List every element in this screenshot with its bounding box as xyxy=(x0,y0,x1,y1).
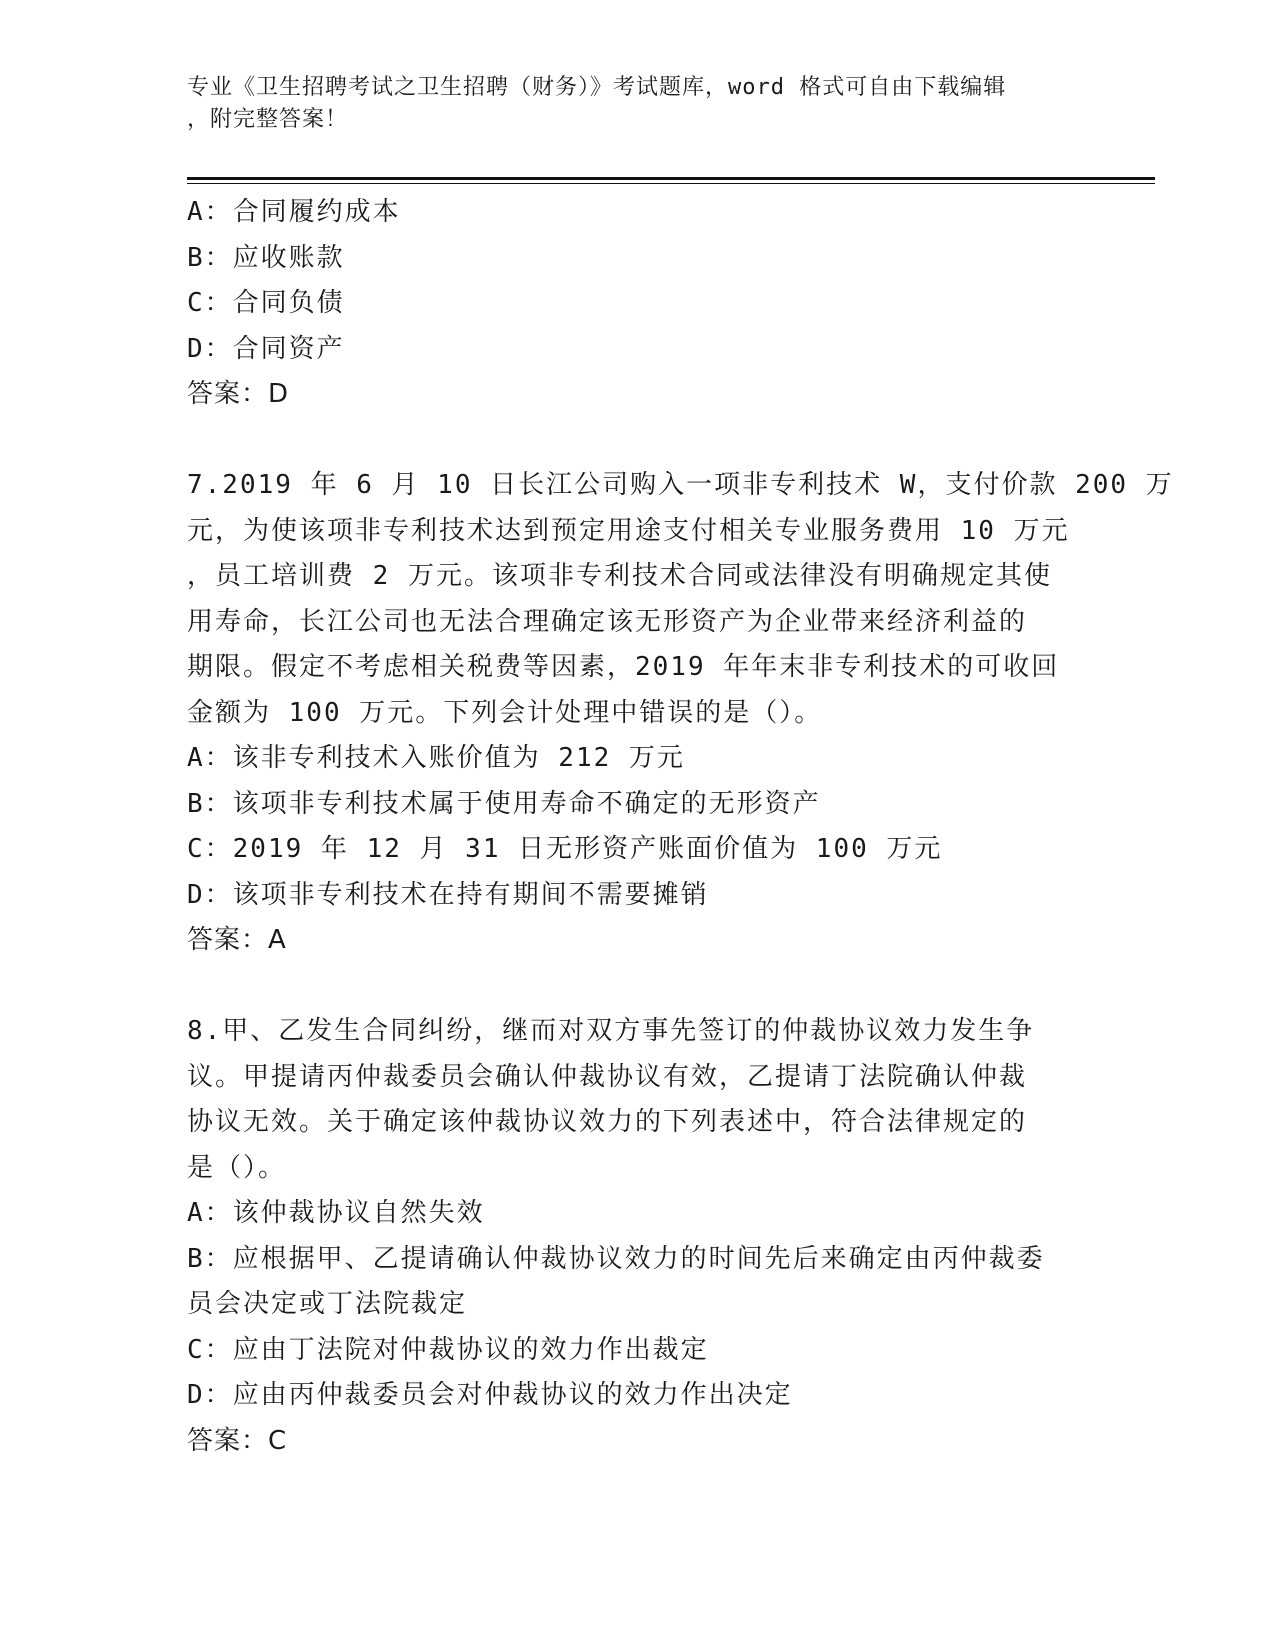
answer: 答案：D xyxy=(187,379,290,409)
question-stem-line: 是（）。 xyxy=(187,1152,287,1183)
document-header xyxy=(187,72,1087,136)
option-c: C：合同负债 xyxy=(187,288,345,318)
question-6 xyxy=(187,190,1077,418)
question-7 xyxy=(187,463,1174,964)
option-b: B：应根据甲、乙提请确认仲裁协议效力的时间先后来确定由丙仲裁委 xyxy=(187,1243,1045,1274)
question-stem-line: 期限。假定不考虑相关税费等因素，2019 年年末非专利技术的可收回 xyxy=(187,652,1060,682)
option-c: C：应由丁法院对仲裁协议的效力作出裁定 xyxy=(187,1334,709,1365)
question-stem-line: 7.2019 年 6 月 10 日长江公司购入一项非专利技术 W，支付价款 200 万 xyxy=(187,470,1174,500)
question-stem-line: 元，为使该项非专利技术达到预定用途支付相关专业服务费用 10 万元 xyxy=(187,515,1070,546)
option-b: B：该项非专利技术属于使用寿命不确定的无形资产 xyxy=(187,788,821,819)
option-d: D：应由丙仲裁委员会对仲裁协议的效力作出决定 xyxy=(187,1380,793,1410)
option-c: C：2019 年 12 月 31 日无形资产账面价值为 100 万元 xyxy=(187,834,943,864)
question-stem-line: 议。甲提请丙仲裁委员会确认仲裁协议有效，乙提请丁法院确认仲裁 xyxy=(187,1061,1028,1092)
option-d: D：合同资产 xyxy=(187,333,345,364)
option-b: B：应收账款 xyxy=(187,242,345,273)
header-line-2: ，附完整答案！ xyxy=(187,107,349,132)
question-stem-line: 用寿命，长江公司也无法合理确定该无形资产为企业带来经济利益的 xyxy=(187,606,1028,637)
spacer xyxy=(187,964,1077,1010)
option-a: A：该仲裁协议自然失效 xyxy=(187,1198,485,1228)
header-divider-thick xyxy=(187,177,1155,180)
answer: 答案：A xyxy=(187,925,287,955)
header-line-1: 专业《卫生招聘考试之卫生招聘（财务）》考试题库，word 格式可自由下载编辑 xyxy=(187,75,1007,100)
option-b-continued: 员会决定或丁法院裁定 xyxy=(187,1289,468,1319)
question-stem-line: ，员工培训费 2 万元。该项非专利技术合同或法律没有明确规定其使 xyxy=(187,561,1052,591)
question-stem-line: 协议无效。关于确定该仲裁协议效力的下列表述中，符合法律规定的 xyxy=(187,1107,1028,1137)
question-8 xyxy=(187,1009,1077,1464)
question-list xyxy=(187,190,1174,1464)
answer: 答案：C xyxy=(187,1425,288,1456)
header-divider-thin xyxy=(187,183,1155,184)
question-stem-line: 金额为 100 万元。下列会计处理中错误的是（）。 xyxy=(187,697,823,728)
option-d: D：该项非专利技术在持有期间不需要摊销 xyxy=(187,879,709,910)
option-a: A：该非专利技术入账价值为 212 万元 xyxy=(187,743,685,773)
spacer xyxy=(187,418,1077,464)
option-a: A：合同履约成本 xyxy=(187,197,401,227)
question-stem-line: 8.甲、乙发生合同纠纷，继而对双方事先签订的仲裁协议效力发生争 xyxy=(187,1016,1035,1046)
